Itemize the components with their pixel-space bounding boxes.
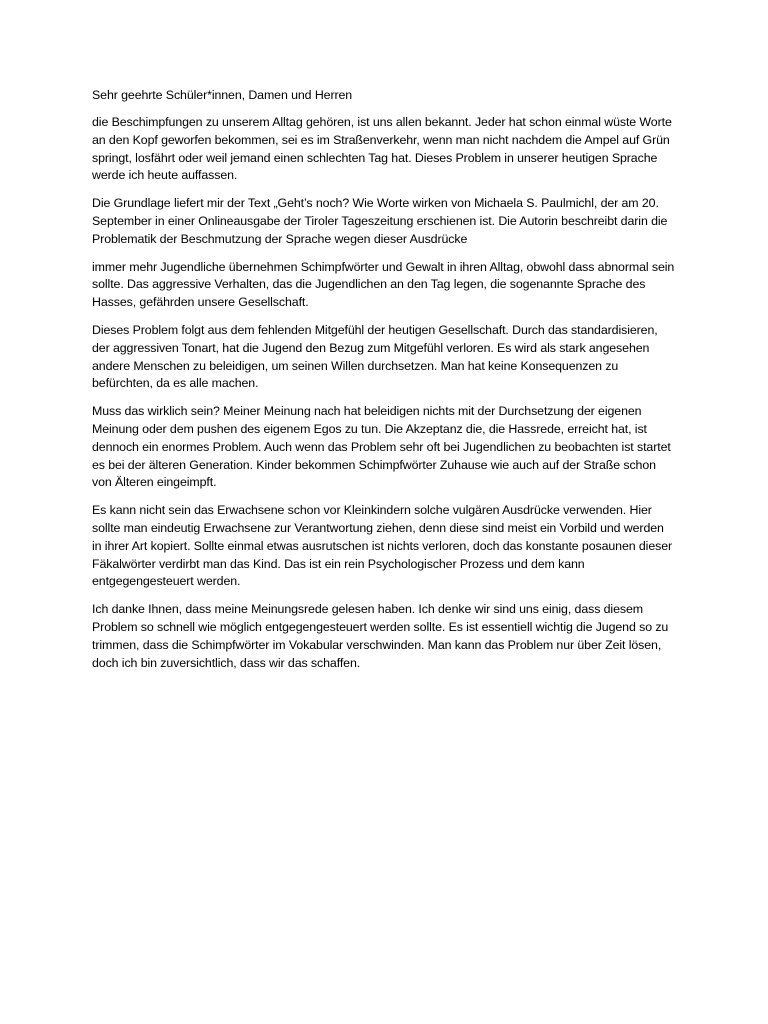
paragraph-opinion: Muss das wirklich sein? Meiner Meinung nach hat beleidigen nichts mit der Durchsetzung der eigenen Meinung oder dem pushen des eigenem Egos zu tun. Die Akzeptanz die, die Hassrede, erreicht hat, ist dennoch ein enormes Problem. Auch wenn das Problem sehr oft bei Jugendlichen zu beobachten ist startet es bei der älteren Generation. Kinder bekommen Schimpfwörter Zuhause wie auch auf der Straße schon von Älteren eingeimpft.	[92, 404, 671, 490]
paragraph-adults: Es kann nicht sein das Erwachsene schon vor Kleinkindern solche vulgären Ausdrücke verwenden. Hier sollte man eindeutig Erwachsene zur Verantwortung ziehen, denn diese sind meist ein Vorbild und werden in ihrer Art kopiert. Sollte einmal etwas ausrutschen ist nichts verloren, doch das konstante posaunen dieser Fäkalwörter verdirbt man das Kind. Das ist ein rein Psychologischer Prozess und dem kann entgegengesteuert werden.	[92, 503, 673, 589]
paragraph-source: Die Grundlage liefert mir der Text „Geht’s noch? Wie Worte wirken von Michaela S. Paulmichl, der am 20. September in einer Onlineausgabe der Tiroler Tageszeitung erschienen ist. Die Autorin beschreibt darin die Problematik der Beschmutzung der Sprache wegen dieser Ausdrücke	[92, 196, 668, 246]
salutation: Sehr geehrte Schüler*innen, Damen und Herren	[92, 88, 353, 102]
paragraph-problem: immer mehr Jugendliche übernehmen Schimpfwörter und Gewalt in ihren Alltag, obwohl dass abnormal sein sollte. Das aggressive Verhalten, das die Jugendlichen an den Tag legen, die sogenannte Sprache des Hasses, gefährden unsere Gesellschaft.	[92, 259, 675, 310]
paragraph-closing: Ich danke Ihnen, dass meine Meinungsrede gelesen haben. Ich denke wir sind uns einig, dass diesem Problem so schnell wie möglich entgegengesteuert werden sollte. Es ist essentiell wichtig die Jugend so zu trimmen, dass die Schimpfwörter im Vokabular verschwinden. Man kann das Problem nur über Zeit lösen, doch ich bin zuversichtlich, dass wir das schaffen.	[92, 602, 669, 670]
paragraph-intro: die Beschimpfungen zu unserem Alltag gehören, ist uns allen bekannt. Jeder hat schon einmal wüste Worte an den Kopf geworfen bekommen, sei es im Straßenverkehr, wenn man nicht nachdem die Ampel auf Grün springt, losfährt oder weil jemand einen schlechten Tag hat. Dieses Problem in unserer heutigen Sprache werde ich heute auffassen.	[92, 115, 672, 183]
document-page	[92, 86, 676, 682]
paragraph-cause: Dieses Problem folgt aus dem fehlenden Mitgefühl der heutigen Gesellschaft. Durch das standardisieren, der aggressiven Tonart, hat die Jugend den Bezug zum Mitgefühl verloren. Es wird als stark angesehen andere Menschen zu beleidigen, um seinen Willen durchsetzen. Man hat keine Konsequenzen zu befürchten, da es alle machen.	[92, 322, 658, 391]
